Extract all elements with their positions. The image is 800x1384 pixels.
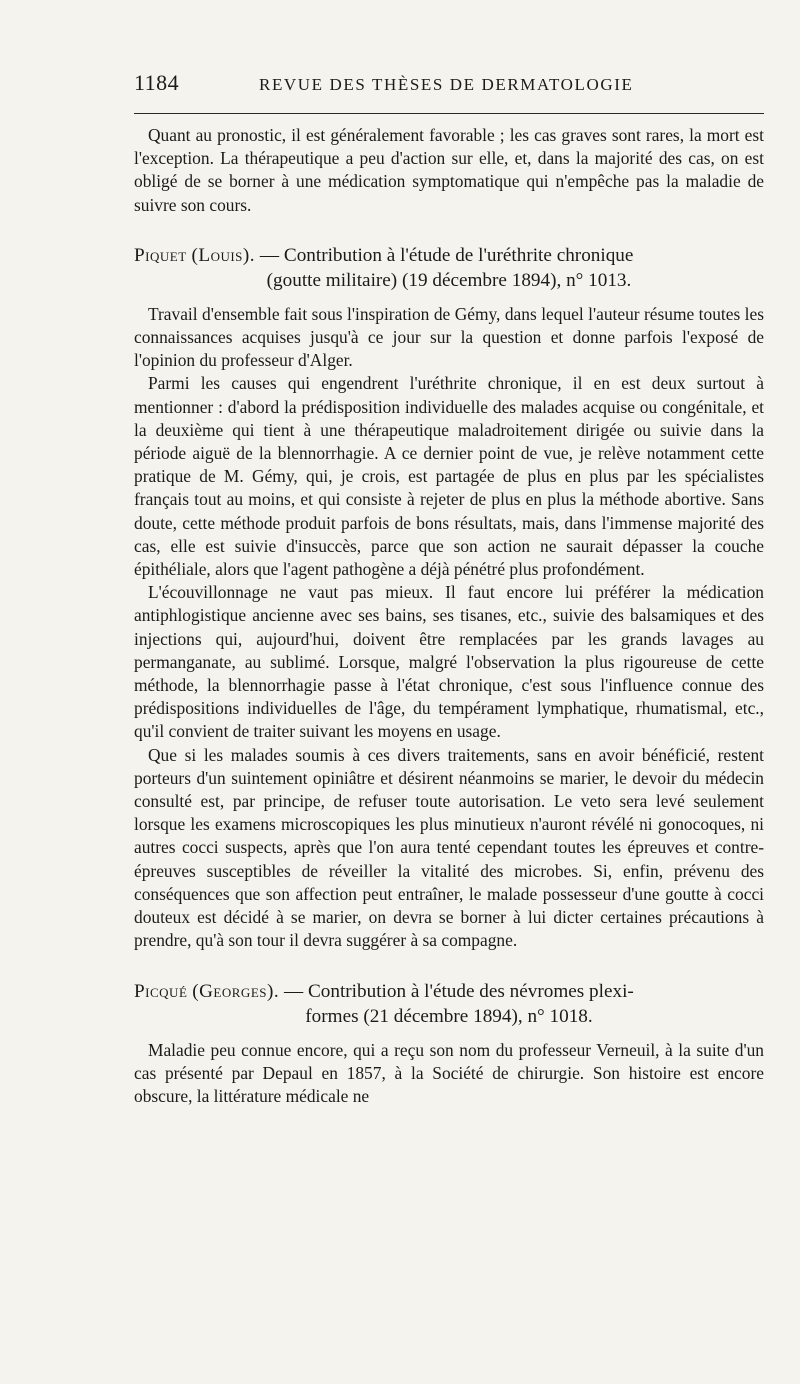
paragraph: Que si les malades soumis à ces divers traitements, sans en avoir bénéficié, restent porteurs d'un suintement opiniâtre et désirent néanmoins se marier, le devoir du médecin consulté est, par principe, de refuser toute autorisation. Le veto sera levé seulement lorsque les examens microscopiques les plus minutieux n'auront révélé ni gonocoques, ni autres cocci suspects, après que l'on aura tenté cependant toutes les épreuves et contre-épreuves susceptibles de réveiller la vitalité des microbes. Si, enfin, prévenu des conséquences que son affection peut entraîner, le malade possesseur d'une goutte à cocci douteux est décidé à se marier, on devra se borner à lui dicter certaines précautions à prendre, qu'à son tour il devra suggérer à sa compagne.: [134, 744, 764, 951]
entry-author-first-name: (Louis).: [191, 244, 256, 266]
header-rule: [134, 113, 764, 114]
entry-heading-picque: [134, 979, 764, 1029]
entry-author-first-name: (Georges).: [192, 980, 280, 1002]
page-body: [134, 124, 764, 1108]
entry-title-line1: — Contribution à l'étude des névromes plexi-: [279, 980, 634, 1002]
entry-heading-piquet: [134, 243, 764, 293]
paragraph: Parmi les causes qui engendrent l'uréthrite chronique, il en est deux surtout à mentionner : d'abord la prédisposition individuelle des malades acquise ou congénitale, et la deuxième qui tient à une thérapeutique maladroitement dirigée ou suivie dans la période aiguë de la blennorrhagie. A ce dernier point de vue, je relève notamment cette pratique de M. Gémy, qui, je crois, est partagée de plus en plus par les spécialistes français tout au moins, et qui consiste à rejeter de plus en plus la méthode abortive. Sans doute, cette méthode produit parfois de bons résultats, mais, dans l'immense majorité des cas, elle est suivie d'insuccès, parce que son action ne saurait dépasser la couche épithéliale, alors que l'agent pathogène a déjà pénétré plus profondément.: [134, 373, 764, 580]
paragraph: Maladie peu connue encore, qui a reçu son nom du professeur Verneuil, à la suite d'un cas présenté par Depaul en 1857, à la Société de chirurgie. Son histoire est encore obscure, la littérature médicale ne: [134, 1039, 764, 1106]
entry-title-line2: formes (21 décembre 1894), n° 1018.: [305, 1005, 593, 1027]
entry-author: Piquet: [134, 244, 187, 266]
paragraph: Travail d'ensemble fait sous l'inspiration de Gémy, dans lequel l'auteur résume toutes les connaissances acquises jusqu'à ce jour sur la question et donne parfois l'exposé de l'opinion du professeur d'Alger.: [134, 303, 764, 371]
entry-title-line2: (goutte militaire) (19 décembre 1894), n° 1013.: [266, 269, 632, 291]
running-title: REVUE DES THÈSES DE DERMATOLOGIE: [259, 75, 634, 94]
page-number: 1184: [134, 70, 180, 95]
paragraph-pronostic: Quant au pronostic, il est généralement favorable ; les cas graves sont rares, la mort est l'exception. La thérapeutique a peu d'action sur elle, et, dans la majorité des cas, on est obligé de se borner à une médication symptomatique qui n'empêche pas la maladie de suivre son cours.: [134, 125, 764, 215]
page-header: [134, 70, 764, 104]
paragraph: L'écouvillonnage ne vaut pas mieux. Il faut encore lui préférer la médication antiphlogistique ancienne avec ses bains, ses tisanes, etc., suivie des balsamiques et des injections qui, aujourd'hui, doivent être remplacées par les grands lavages au permanganate, au sublimé. Lorsque, malgré l'observation la plus rigoureuse de cette méthode, la blennorrhagie passe à l'état chronique, c'est sous l'influence connue des prédispositions individuelles de l'âge, du tempérament lymphatique, rhumatismal, etc., qu'il convient de traiter suivant les moyens en usage.: [134, 582, 764, 742]
entry-title-line1: — Contribution à l'étude de l'uréthrite chronique: [255, 244, 634, 266]
entry-author: Picqué: [134, 980, 188, 1002]
